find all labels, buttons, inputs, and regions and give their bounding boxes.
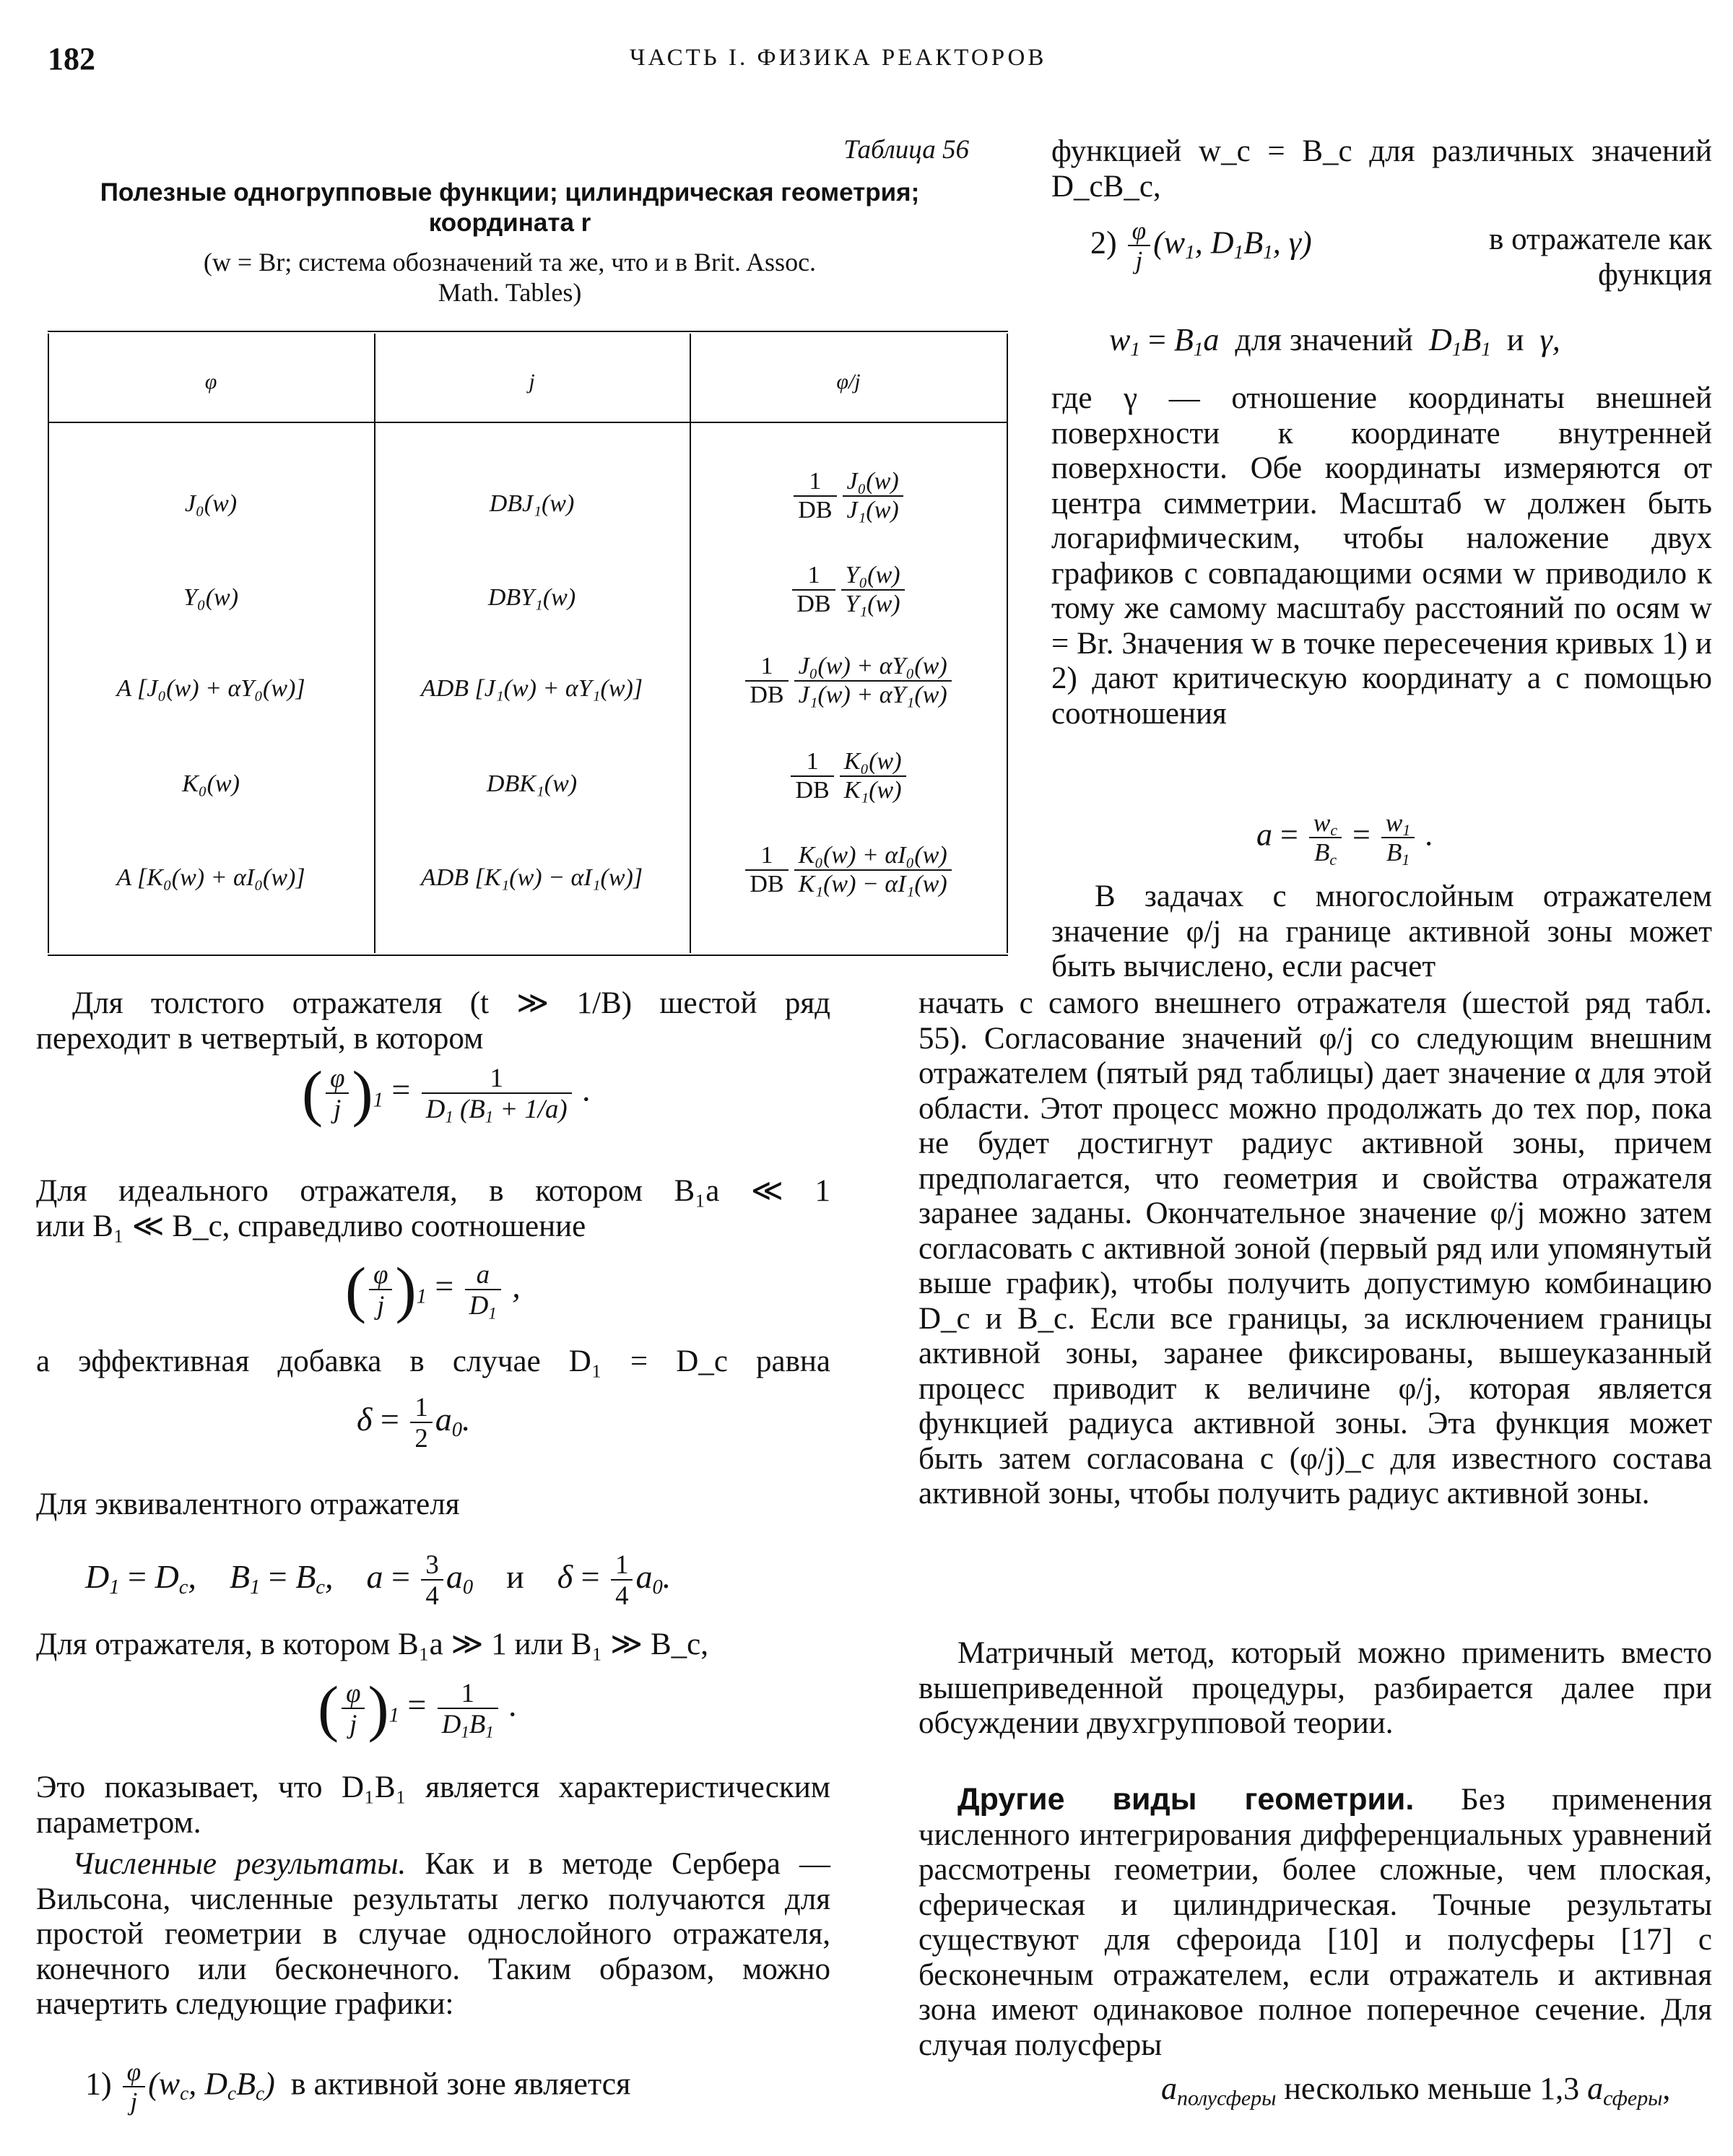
cell-phi: Y₀(w) xyxy=(183,584,239,611)
right-para-matrix-method: Матричный метод, который можно применить вместо вышеприведенной процедуры, разбирается далее при обсуждении двухгрупповой теории. xyxy=(918,1636,1712,1740)
ratio-prefix: $\frac{1}{DB}$ xyxy=(794,468,836,524)
ratio-prefix: $\frac{1}{DB}$ xyxy=(791,748,833,804)
ratio-prefix: $\frac{1}{DB}$ xyxy=(792,562,835,618)
cell-ratio xyxy=(690,842,1007,898)
cell-phi: A [K₀(w) + αI₀(w)] xyxy=(116,864,305,891)
ratio-fraction: $\frac{\text{K₀(w) + αI₀(w)}}{\text{K₁(w) − αI₁(w)}}$ xyxy=(794,842,952,898)
ratio-fraction: $\frac{\text{K₀(w)}}{\text{K₁(w)}}$ xyxy=(840,748,906,804)
ratio-fraction: $\frac{\text{Y₀(w)}}{\text{Y₁(w)}}$ xyxy=(841,562,905,618)
cell-phi: J₀(w) xyxy=(184,490,238,517)
cell-ratio xyxy=(690,562,1007,618)
table-header-j: j xyxy=(529,370,535,394)
list-item-2: 2) $\frac{\varphi}{j}$ ($w_1$, $D_1B_1$, γ) xyxy=(1090,217,1312,275)
list-item-1-text: в активной зоне является xyxy=(290,2066,631,2102)
right-para-function-wc: функцией w_c = B_c для различных значений D_cB_c, xyxy=(1051,134,1712,204)
ratio-fraction: $\frac{\text{J₀(w) + αY₀(w)}}{\text{J₁(w) + αY₁(w)}}$ xyxy=(794,653,952,709)
right-para-multilayer-narrow: В задачах с многослойным отражателем значение φ/j на границе активной зоны может быть вычислено, если расчет xyxy=(1051,879,1712,983)
equation-critical-coordinate: a = $\frac{w_c}{B_c}$ = $\frac{w_1}{B_1}$ . xyxy=(1256,809,1434,869)
equation-equivalent-reflector: $D_1 = D_c$, $B_1 = B_c$, a = $\frac{3}{4}$ $a_0$ и δ = $\frac{1}{4}$ $a_0$. xyxy=(85,1549,672,1611)
cell-ratio xyxy=(690,748,1007,804)
table-title-line1: Полезные одногрупповые функции; цилиндрическая геометрия; xyxy=(100,178,920,207)
other-geometries-text: Без применения численного интегрирования дифференциальных уравнений рассмотрены геометрии, более сложные, чем плоская, сферическая и цилиндрическая. Точные результаты существуют для сфероида [10] и полусферы [17] с бесконечным отражателем, если отражатель и активная зона имеют одинаковое полное поперечное сечение. Для случая полусферы xyxy=(918,1783,1712,2062)
table-col-divider-1 xyxy=(374,334,375,953)
ratio-prefix: $\frac{1}{DB}$ xyxy=(745,653,788,709)
cell-phi: K₀(w) xyxy=(182,770,240,797)
hemisphere-text: несколько меньше 1,3 xyxy=(1284,2071,1580,2106)
list-item-1: 1) $\frac{\varphi}{j}$ ($w_c$, $D_cB_c$) в активной зоне является xyxy=(85,2058,631,2116)
table-header-ratio: φ/j xyxy=(836,370,861,394)
left-para-thick-reflector: Для толстого отражателя (t ≫ 1/B) шестой ряд переходит в четвертый, в котором xyxy=(36,986,830,1056)
subscript-sphere: сферы xyxy=(1603,2086,1663,2111)
right-para-multilayer-wide: начать с самого внешнего отражателя (шестой ряд табл. 55). Согласование значений φ/j со следующим внешним отражателем (пятый ряд таблицы) дает значение α для этой области. Этот процесс можно продолжать до тех пор, пока не будет достигнут радиус активной зоны, причем предполагается, что геометрия и свойства отражателя заранее заданы. Окончательное значение φ/j можно затем согласовать с активной зоной (первый ряд или упомянутый выше график), чтобы получить допустимую комбинацию D_c и B_c. Если все границы, за исключением границы активной зоны, заранее фиксированы, вышеуказанный процесс приводит к величине φ/j, которая является функцией радиуса активной зоны. Эта функция может быть затем согласована с (φ/j)_c для известного состава активной зоны, чтобы получить радиус активной зоны. xyxy=(918,986,1712,1510)
numerical-results-text: Как и в методе Сербера — Вильсона, численные результаты легко получаются для простой геометрии в случае однослойного отражателя, конечного или бесконечного. Таким образом, можно начертить следующие графики: xyxy=(36,1847,830,2021)
ideal-reflector-line2: или B₁ ≪ B_c, справедливо соотношение xyxy=(36,1209,586,1243)
ideal-reflector-line1: Для идеального отражателя, в котором B₁a ≪ 1 xyxy=(36,1174,830,1208)
list-item-2-text-hidden-wrap xyxy=(1051,267,1196,268)
table-note-line2: Math. Tables) xyxy=(438,278,582,307)
cell-j: ADB [J₁(w) + αY₁(w)] xyxy=(420,675,643,702)
table-top-border xyxy=(48,331,1008,332)
numerical-results-lead: Численные результаты. xyxy=(72,1847,407,1881)
cell-ratio xyxy=(690,468,1007,524)
table-header-phi: φ xyxy=(204,370,217,394)
table-bottom-border xyxy=(48,955,1008,956)
equation-thick-reflector: ( $\frac{\varphi}{j}$ )$_1$ = $\frac{1}{D_1 (B_1 + 1/a)}$ . xyxy=(302,1058,591,1128)
table-note xyxy=(48,247,972,308)
left-para-numerical-results xyxy=(36,1847,830,2022)
cell-j: DBK₁(w) xyxy=(486,770,578,797)
other-geometries-lead: Другие виды геометрии. xyxy=(957,1782,1415,1817)
left-para-characteristic: Это показывает, что D₁B₁ является характеристическим параметром. xyxy=(36,1770,830,1840)
table-left-border xyxy=(48,334,49,953)
ratio-prefix: $\frac{1}{DB}$ xyxy=(745,842,788,898)
table-note-line1: (w = Br; система обозначений та же, что и в Brit. Assoc. xyxy=(203,248,817,277)
running-title: ЧАСТЬ I. ФИЗИКА РЕАКТОРОВ xyxy=(630,45,1047,71)
equation-ideal-reflector: ( $\frac{\varphi}{j}$ )$_1$ = $\frac{a}{D_1}$ , xyxy=(345,1254,521,1324)
table-title xyxy=(48,178,972,238)
equation-delta-ideal: δ = $\frac{1}{2}$ $a_0$. xyxy=(357,1392,471,1453)
page-number: 182 xyxy=(48,41,95,77)
cell-j: DBY₁(w) xyxy=(487,584,576,611)
left-para-ideal-reflector xyxy=(36,1174,830,1244)
w1-values-text: для значений xyxy=(1235,322,1413,357)
equation-hemisphere: $a_{полусферы}$ несколько меньше 1,3 $a_{сферы}$, xyxy=(1161,2071,1671,2111)
w1-and: и xyxy=(1506,322,1524,357)
cell-j: ADB [K₁(w) − αI₁(w)] xyxy=(420,864,643,891)
subscript-hemisphere: полусферы xyxy=(1177,2086,1277,2111)
left-para-large-reflector: Для отражателя, в котором B₁a ≫ 1 или B₁ ≫ B_c, xyxy=(36,1627,708,1661)
table-label: Таблица 56 xyxy=(843,135,969,165)
table-title-line2: координата r xyxy=(428,209,591,237)
right-para-gamma-definition: где γ — отношение координаты внешней поверхности к координате внутренней поверхности. Обе координаты измеряются от центра симметрии. Масштаб w должен быть логарифмическим, чтобы наложение двух графиков с совпадающими осями w приводило к тому же самому масштабу расстояний по осям w = Br. Значения w в точке пересечения кривых 1) и 2) дают критическую координату a с помощью соотношения xyxy=(1051,381,1712,731)
list-item-2-text: в отражателе как функция xyxy=(1489,222,1712,292)
left-para-equivalent-reflector: Для эквивалентного отражателя xyxy=(36,1487,460,1521)
right-para-other-geometries xyxy=(918,1782,1712,2063)
equation-large-reflector: ( $\frac{\varphi}{j}$ )$_1$ = $\frac{1}{D_1B_1}$ . xyxy=(318,1673,518,1743)
cell-j: DBJ₁(w) xyxy=(489,490,575,517)
ratio-fraction: $\frac{\text{J₀(w)}}{\text{J₁(w)}}$ xyxy=(843,468,903,524)
equation-w1: $w_1 = B_1a$ для значений $D_1B_1$ и γ, xyxy=(1109,322,1560,360)
table-header-border xyxy=(48,422,1008,423)
cell-phi: A [J₀(w) + αY₀(w)] xyxy=(116,675,305,702)
cell-ratio xyxy=(690,653,1007,709)
left-para-effective-addition: а эффективная добавка в случае D₁ = D_c равна xyxy=(36,1344,830,1378)
conjunction-and: и xyxy=(506,1557,524,1595)
